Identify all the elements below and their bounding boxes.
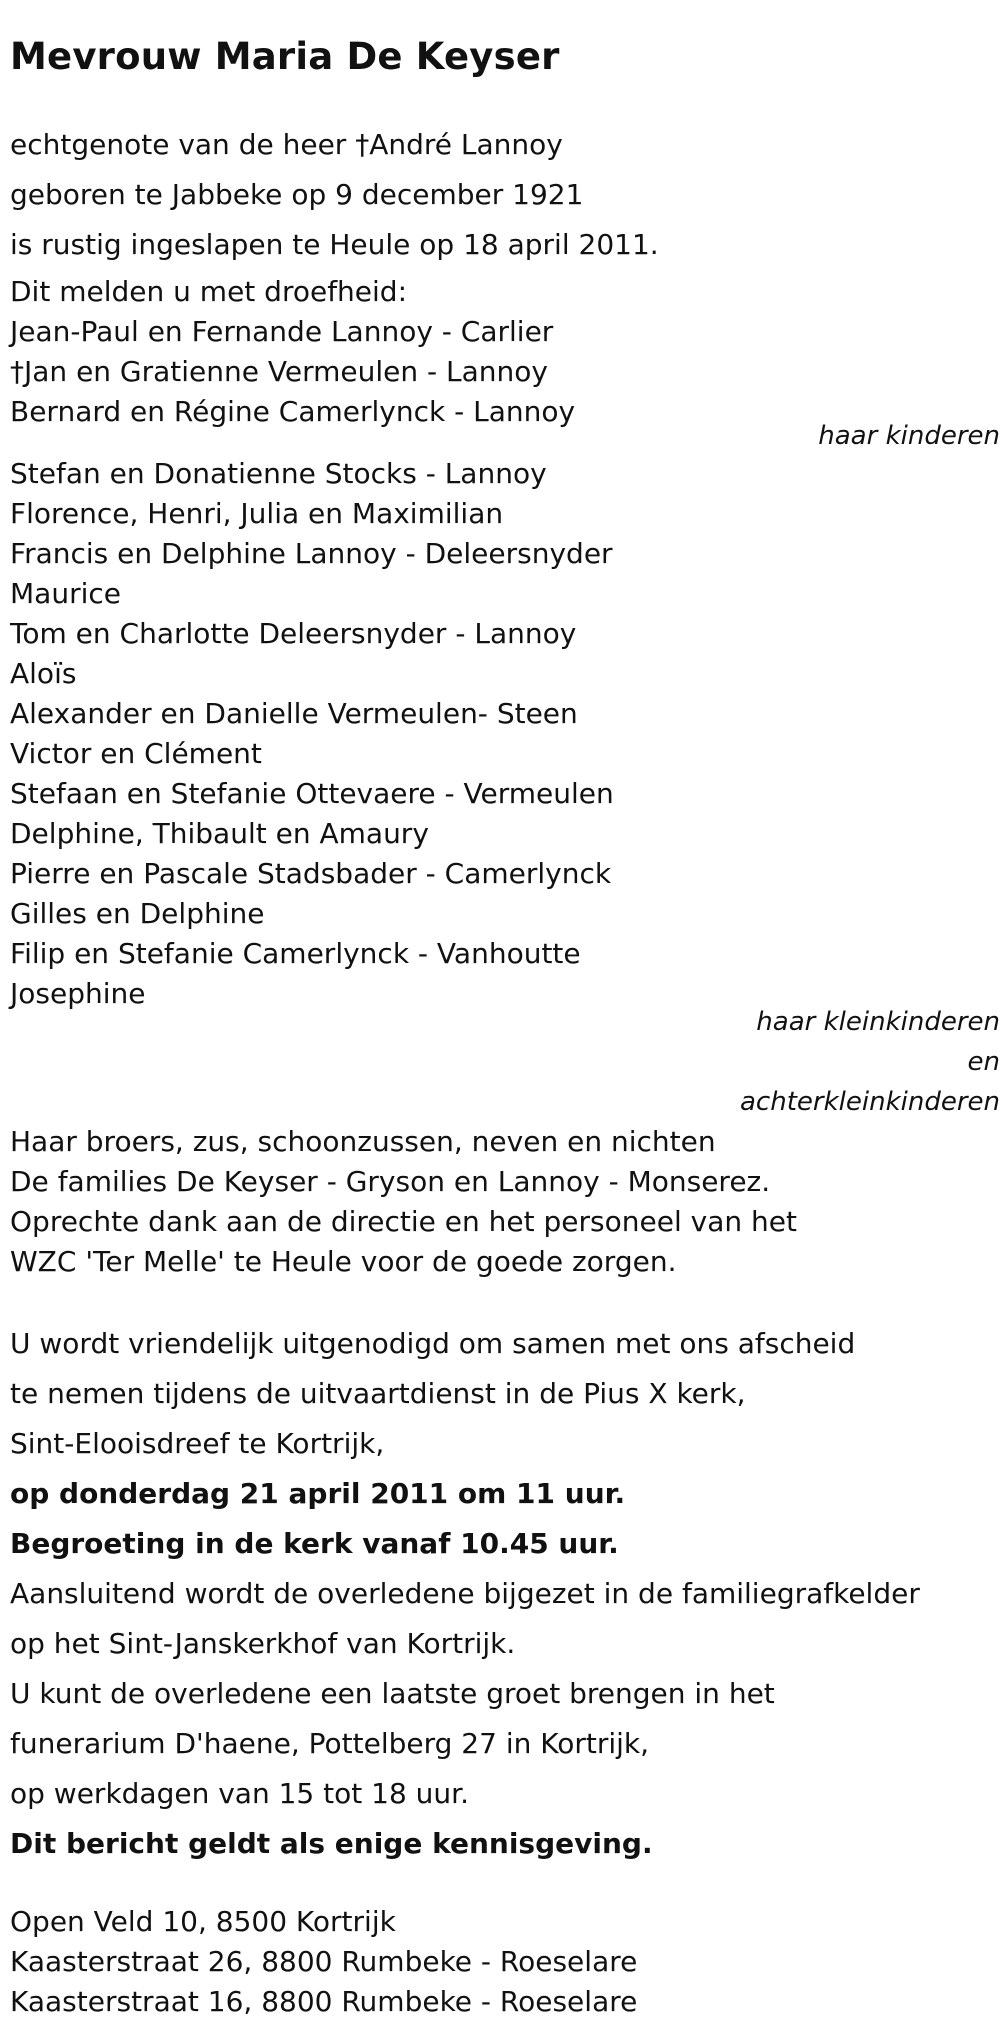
service-date: op donderdag 21 april 2011 om 11 uur. <box>10 1477 626 1510</box>
page-title: Mevrouw Maria De Keyser <box>10 35 560 78</box>
grandchild-line: Josephine <box>10 977 146 1010</box>
grandchild-line: Florence, Henri, Julia en Maximilian <box>10 497 504 530</box>
service-line: Sint-Elooisdreef te Kortrijk, <box>10 1427 385 1460</box>
grandchild-line: Delphine, Thibault en Amaury <box>10 817 429 850</box>
grandchild-line: Maurice <box>10 577 121 610</box>
child-line: Bernard en Régine Camerlynck - Lannoy <box>10 395 576 428</box>
visitation-line: U kunt de overledene een laatste groet brengen in het <box>10 1677 775 1710</box>
grandchild-line: Stefaan en Stefanie Ottevaere - Vermeulen <box>10 777 614 810</box>
burial-line: op het Sint-Janskerkhof van Kortrijk. <box>10 1627 516 1660</box>
visitation-line: funerarium D'haene, Pottelberg 27 in Kortrijk, <box>10 1727 650 1760</box>
intro-death: is rustig ingeslapen te Heule op 18 april 2011. <box>10 228 659 261</box>
child-line: †Jan en Gratienne Vermeulen - Lannoy <box>10 355 548 388</box>
grandchild-line: Filip en Stefanie Camerlynck - Vanhoutte <box>10 937 581 970</box>
announcement: Dit melden u met droefheid: <box>10 275 408 308</box>
grandchild-line: Victor en Clément <box>10 737 262 770</box>
address-line: Open Veld 10, 8500 Kortrijk <box>10 1905 396 1938</box>
family-line: De families De Keyser - Gryson en Lannoy - Monserez. <box>10 1165 771 1198</box>
intro-spouse: echtgenote van de heer †André Lannoy <box>10 128 563 161</box>
thanks-line: Oprechte dank aan de directie en het personeel van het <box>10 1205 797 1238</box>
service-greeting-time: Begroeting in de kerk vanaf 10.45 uur. <box>10 1527 619 1560</box>
grandchild-line: Tom en Charlotte Deleersnyder - Lannoy <box>10 617 577 650</box>
great-grandchildren-label: achterkleinkinderen <box>740 1087 1000 1117</box>
intro-birth: geboren te Jabbeke op 9 december 1921 <box>10 178 584 211</box>
burial-line: Aansluitend wordt de overledene bijgezet in de familiegrafkelder <box>10 1577 920 1610</box>
children-label: haar kinderen <box>818 421 1000 451</box>
child-line: Jean-Paul en Fernande Lannoy - Carlier <box>10 315 554 348</box>
thanks-line: WZC 'Ter Melle' te Heule voor de goede zorgen. <box>10 1245 677 1278</box>
grandchild-line: Francis en Delphine Lannoy - Deleersnyder <box>10 537 613 570</box>
grandchild-line: Alexander en Danielle Vermeulen- Steen <box>10 697 578 730</box>
grandchild-line: Stefan en Donatienne Stocks - Lannoy <box>10 457 547 490</box>
notice: Dit bericht geldt als enige kennisgeving. <box>10 1827 653 1860</box>
grandchild-line: Aloïs <box>10 657 77 690</box>
address-line: Kaasterstraat 16, 8800 Rumbeke - Roeselare <box>10 1985 638 2018</box>
grandchild-line: Pierre en Pascale Stadsbader - Camerlynck <box>10 857 612 890</box>
service-line: te nemen tijdens de uitvaartdienst in de Pius X kerk, <box>10 1377 746 1410</box>
service-line: U wordt vriendelijk uitgenodigd om samen met ons afscheid <box>10 1327 856 1360</box>
family-line: Haar broers, zus, schoonzussen, neven en nichten <box>10 1125 716 1158</box>
visitation-hours: op werkdagen van 15 tot 18 uur. <box>10 1777 469 1810</box>
address-line: Kaasterstraat 26, 8800 Rumbeke - Roeselare <box>10 1945 638 1978</box>
grandchild-line: Gilles en Delphine <box>10 897 265 930</box>
grandchildren-label-connector: en <box>967 1047 1000 1077</box>
grandchildren-label: haar kleinkinderen <box>756 1007 1000 1037</box>
